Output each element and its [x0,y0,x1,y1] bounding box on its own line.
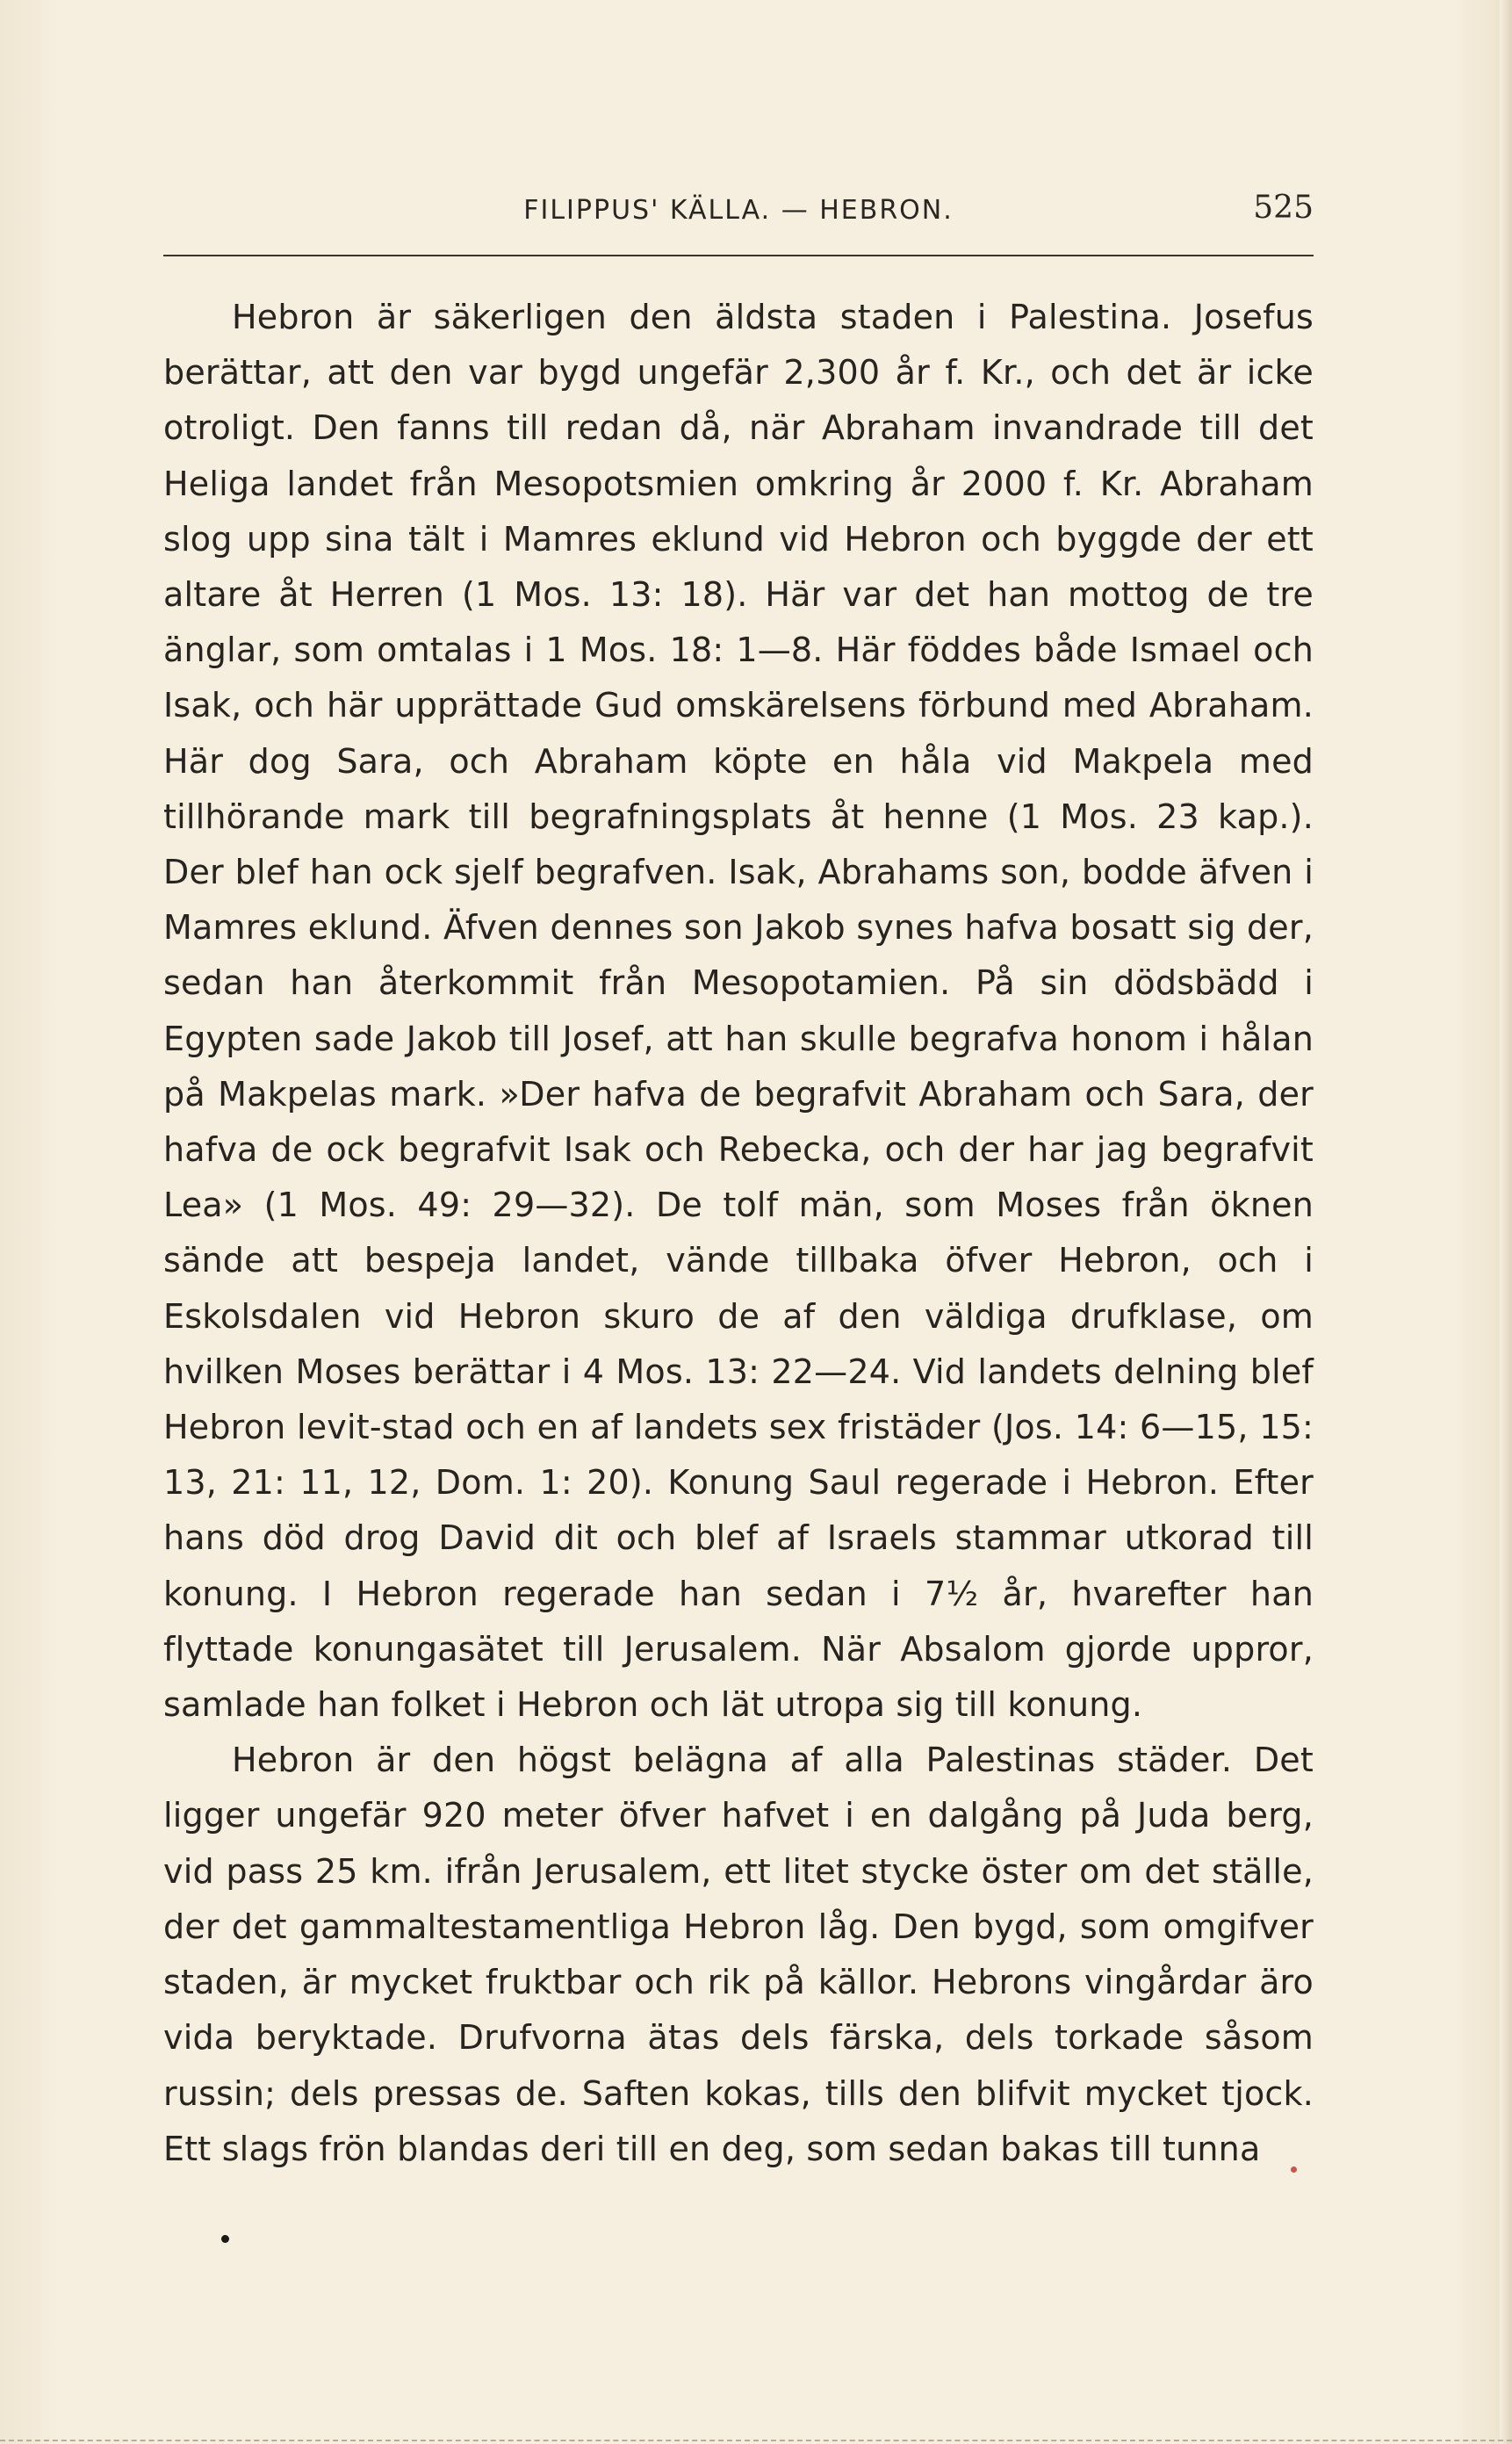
page-edge [1500,0,1512,2444]
ink-speck [221,2235,229,2243]
running-title: FILIPPUS' KÄLLA. — HEBRON. [523,195,954,226]
header-rule [163,255,1314,256]
page-number: 525 [1253,190,1314,226]
page-bottom-edge [0,2440,1512,2441]
paragraph-1: Hebron är säkerligen den äldsta staden i Palestina. Josefus berättar, att den var bygd ungefär 2,300 år f. Kr., och det är icke otroligt. Den fanns till redan då, när Abraham invandrade till det Heliga landet från Mesopotsmien omkring år 2000 f. Kr. Abraham slog upp sina tält i Mamres eklund vid Hebron och byggde der ett altare åt Herren (1 Mos. 13: 18). Här var det han mottog de tre änglar, som omtalas i 1 Mos. 18: 1—8. Här föddes både Ismael och Isak, och här upprättade Gud omskärelsens förbund med Abraham. Här dog Sara, och Abraham köpte en håla vid Makpela med tillhörande mark till begrafningsplats åt henne (1 Mos. 23 kap.). Der blef han ock sjelf begrafven. Isak, Abrahams son, bodde äfven i Mamres eklund. Äfven dennes son Jakob synes hafva bosatt sig der, sedan han återkommit från Mesopotamien. På sin dödsbädd i Egypten sade Jakob till Josef, att han skulle begrafva honom i hålan på Makpelas mark. »Der hafva de begrafvit Abraham och Sara, der hafva de ock begrafvit Isak och Rebecka, och der har jag begrafvit Lea» (1 Mos. 49: 29—32). De tolf män, som Moses från öknen sände att bespeja landet, vände tillbaka öfver Hebron, och i Eskolsdalen vid Hebron skuro de af den väldiga drufklase, om hvilken Moses berättar i 4 Mos. 13: 22—24. Vid landets delning blef Hebron levit-stad och en af landets sex fristäder (Jos. 14: 6—15, 15: 13, 21: 11, 12, Dom. 1: 20). Konung Saul regerade i Hebron. Efter hans död drog David dit och blef af Israels stammar utkorad till konung. I Hebron regerade han sedan i 7½ år, hvarefter han flyttade konungasätet till Jerusalem. När Absalom gjorde uppror, samlade han folket i Hebron och lät utropa sig till konung. [163,298,1314,1725]
body-text [163,290,1314,2177]
paragraph-2: Hebron är den högst belägna af alla Palestinas städer. Det ligger ungefär 920 meter öfver hafvet i en dalgång på Juda berg, vid pass 25 km. ifrån Jerusalem, ett litet stycke öster om det ställe, der det gammaltestamentliga Hebron låg. Den bygd, som omgifver staden, är mycket fruktbar och rik på källor. Hebrons vingårdar äro vida beryktade. Drufvorna ätas dels färska, dels torkade såsom russin; dels pressas de. Saften kokas, tills den blifvit mycket tjock. Ett slags frön blandas deri till en deg, som sedan bakas till tunna [163,1741,1314,2168]
page-header [163,186,1314,239]
ink-speck-red [1291,2166,1297,2173]
